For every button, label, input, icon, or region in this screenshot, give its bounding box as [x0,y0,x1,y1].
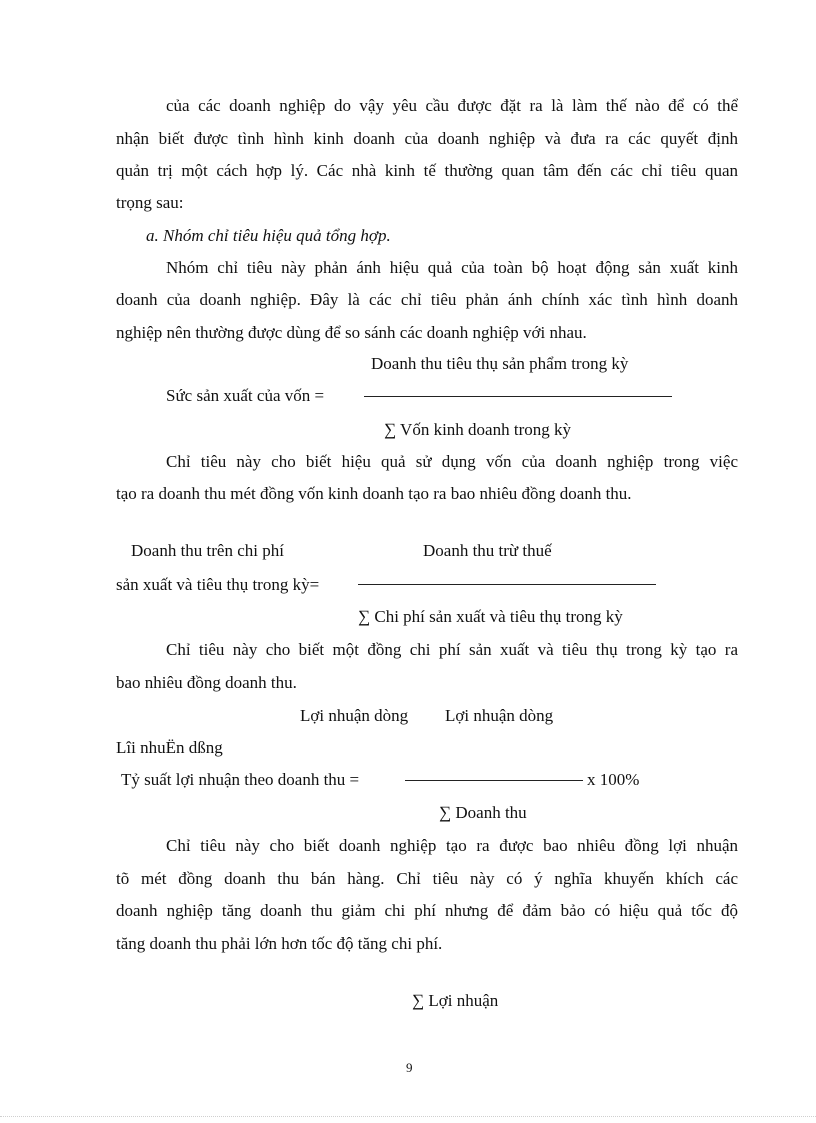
formula-2-fraction-bar [358,584,656,585]
formula-4-numerator: ∑ Lợi nhuận [412,991,499,1010]
formula-3-numerator-b: Lợi nhuận dòng [445,706,554,725]
formula-3-garbled-line: Lîi nhuËn dßng [116,738,223,757]
formula-3-numerator-a: Lợi nhuận dòng [300,706,409,725]
paragraph-4-line-2: bao nhiêu đồng doanh thu. [116,673,297,692]
formula-1-denominator: ∑ Vốn kinh doanh trong kỳ [384,420,571,439]
paragraph-5-line-4: tăng doanh thu phải lớn hơn tốc độ tăng chi phí. [116,934,443,953]
paragraph-2-line-1: Nhóm chỉ tiêu này phản ánh hiệu quả của toàn bộ hoạt động sản xuất kinh [166,258,738,277]
formula-2-denominator: ∑ Chi phí sản xuất và tiêu thụ trong kỳ [358,607,623,626]
formula-3-label: Tỷ suất lợi nhuận theo doanh thu = [121,770,360,789]
paragraph-1-line-3: quản trị một cách hợp lý. Các nhà kinh tế thường quan tâm đến các chỉ tiêu quan [116,161,738,180]
formula-2-label-line-2: sản xuất và tiêu thụ trong kỳ= [116,575,320,594]
paragraph-5-line-2: tõ mét đồng doanh thu bán hàng. Chỉ tiêu này có ý nghĩa khuyến khích các [116,869,738,888]
formula-2-numerator: Doanh thu trừ thuế [423,541,552,560]
paragraph-4-line-1: Chỉ tiêu này cho biết một đồng chi phí sản xuất và tiêu thụ trong kỳ tạo ra [166,640,738,659]
formula-1-numerator: Doanh thu tiêu thụ sản phẩm trong kỳ [371,354,629,373]
paragraph-1-line-2: nhận biết được tình hình kinh doanh của doanh nghiệp và đưa ra các quyết định [116,129,738,148]
formula-3-fraction-bar [405,780,583,781]
formula-1-fraction-bar [364,396,672,397]
paragraph-3-line-1: Chỉ tiêu này cho biết hiệu quả sử dụng vốn của doanh nghiệp trong việc [166,452,738,471]
paragraph-5-line-3: doanh nghiệp tăng doanh thu giảm chi phí nhưng để đảm bảo có hiệu quả tốc độ [116,901,738,920]
formula-1-label: Sức sản xuất của vốn = [166,386,325,405]
page-number: 9 [406,1060,413,1075]
paragraph-1-line-1: của các doanh nghiệp do vậy yêu cầu được đặt ra là làm thế nào để có thể [166,96,738,115]
paragraph-2-line-2: doanh của doanh nghiệp. Đây là các chỉ tiêu phản ánh chính xác tình hình doanh [116,290,738,309]
paragraph-2-line-3: nghiệp nên thường được dùng để so sánh các doanh nghiệp với nhau. [116,323,587,342]
page-bottom-edge [0,1116,816,1117]
paragraph-3-line-2: tạo ra doanh thu mét đồng vốn kinh doanh tạo ra bao nhiêu đồng doanh thu. [116,484,632,503]
formula-3-denominator: ∑ Doanh thu [439,803,527,822]
formula-3-multiplier: x 100% [587,770,640,789]
formula-2-label-line-1: Doanh thu trên chi phí [131,541,284,560]
paragraph-5-line-1: Chỉ tiêu này cho biết doanh nghiệp tạo ra được bao nhiêu đồng lợi nhuận [166,836,738,855]
paragraph-1-line-4: trọng sau: [116,193,184,212]
section-heading: a. Nhóm chỉ tiêu hiệu quả tổng hợp. [146,226,391,245]
